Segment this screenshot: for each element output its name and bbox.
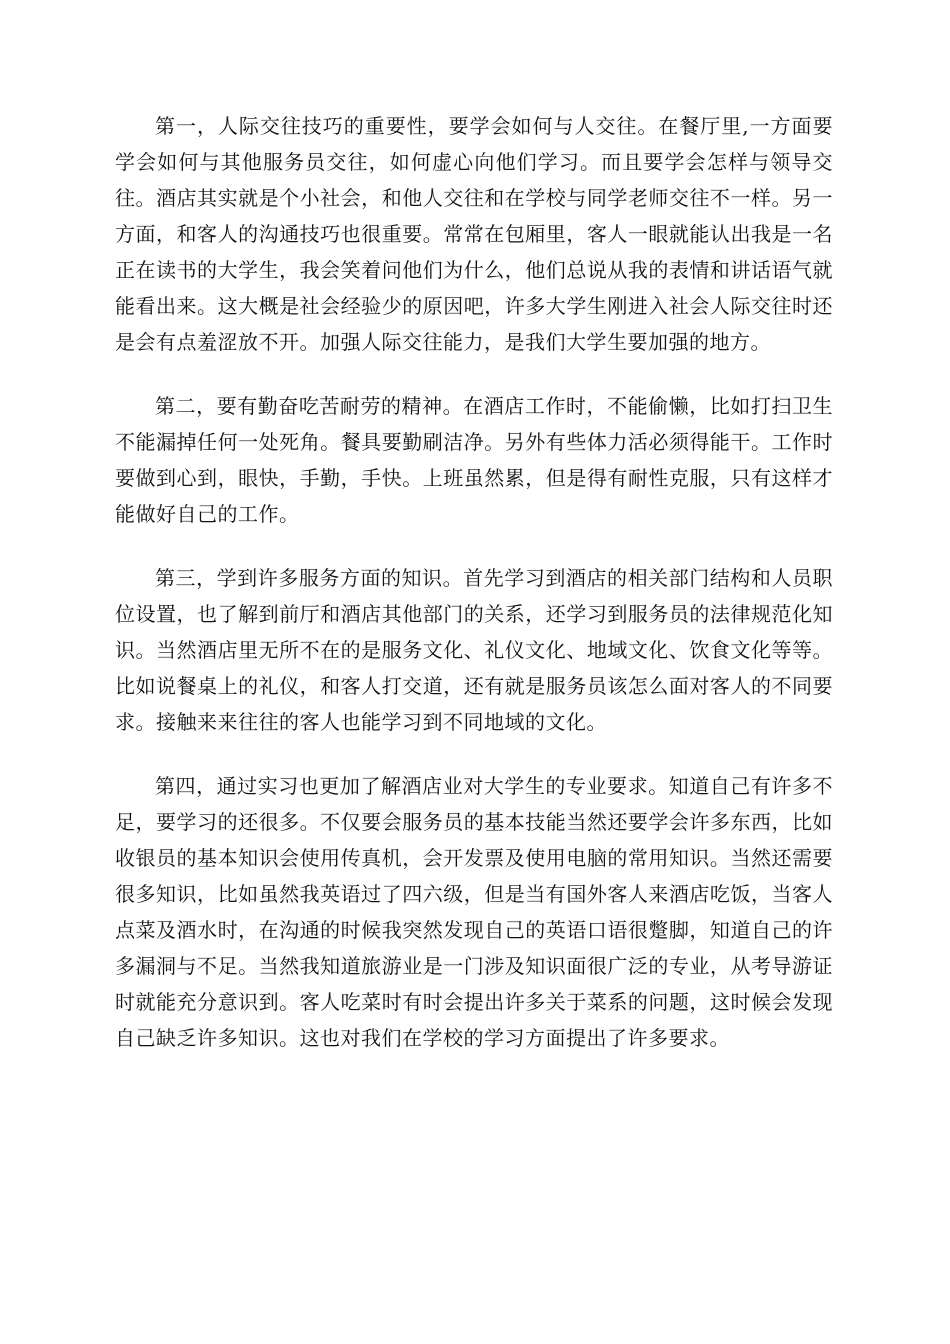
paragraph-2: 第二，要有勤奋吃苦耐劳的精神。在酒店工作时，不能偷懒，比如打扫卫生不能漏掉任何一处死角。餐具要勤刷洁净。另外有些体力活必须得能干。工作时要做到心到，眼快，手勤，手快。上班虽然累，但是得有耐性克服，只有这样才能做好自己的工作。 (115, 394, 833, 526)
paragraph-4: 第四，通过实习也更加了解酒店业对大学生的专业要求。知道自己有许多不足，要学习的还很多。不仅要会服务员的基本技能当然还要学会许多东西，比如收银员的基本知识会使用传真机，会开发票及使用电脑的常用知识。当然还需要很多知识，比如虽然我英语过了四六级，但是当有国外客人来酒店吃饭，当客人点菜及酒水时，在沟通的时候我突然发现自己的英语口语很蹩脚，知道自己的许多漏洞与不足。当然我知道旅游业是一门涉及知识面很广泛的专业，从考导游证时就能充分意识到。客人吃菜时有时会提出许多关于菜系的问题，这时候会发现自己缺乏许多知识。这也对我们在学校的学习方面提出了许多要求。 (115, 774, 833, 1050)
paragraph-3: 第三，学到许多服务方面的知识。首先学习到酒店的相关部门结构和人员职位设置，也了解到前厅和酒店其他部门的关系，还学习到服务员的法律规范化知识。当然酒店里无所不在的是服务文化、礼仪文化、地域文化、饮食文化等等。比如说餐桌上的礼仪，和客人打交道，还有就是服务员该怎么面对客人的不同要求。接触来来往往的客人也能学习到不同地域的文化。 (115, 566, 833, 734)
paragraph-1: 第一，人际交往技巧的重要性，要学会如何与人交往。在餐厅里,一方面要学会如何与其他服务员交往，如何虚心向他们学习。而且要学会怎样与领导交往。酒店其实就是个小社会，和他人交往和在学校与同学老师交往不一样。另一方面，和客人的沟通技巧也很重要。常常在包厢里，客人一眼就能认出我是一名正在读书的大学生，我会笑着问他们为什么，他们总说从我的表情和讲话语气就能看出来。这大概是社会经验少的原因吧，许多大学生刚进入社会人际交往时还是会有点羞涩放不开。加强人际交往能力，是我们大学生要加强的地方。 (115, 114, 833, 354)
document-page (115, 108, 833, 1084)
